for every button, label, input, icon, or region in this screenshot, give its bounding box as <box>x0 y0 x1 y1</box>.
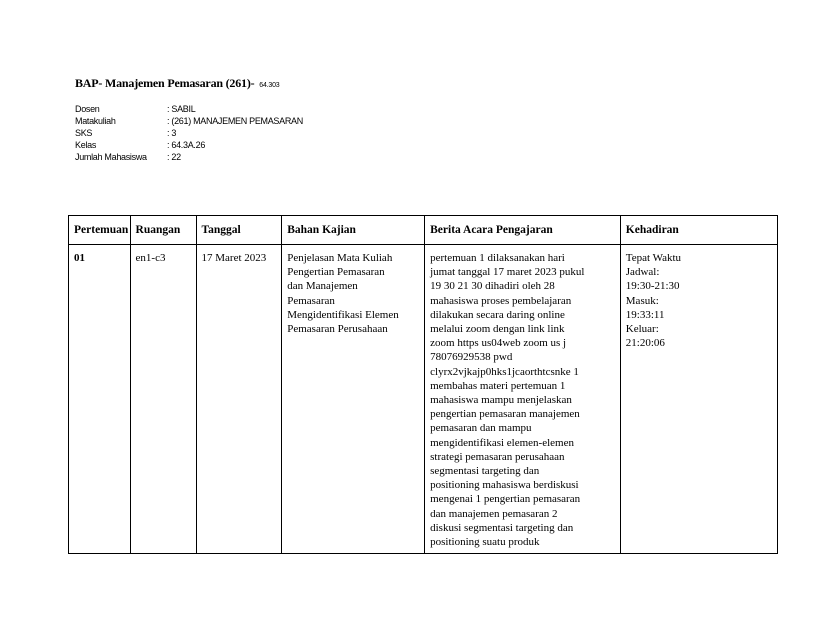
cell-ruangan: en1-c3 <box>130 245 196 554</box>
class-code: 64.303 <box>259 82 280 89</box>
text-line: 19:33:11 <box>625 308 665 321</box>
text-line: mahasiswa mampu menjelaskan <box>430 394 572 407</box>
text-line: membahas materi pertemuan 1 <box>430 379 566 392</box>
table-row <box>69 245 778 554</box>
text-line: Mengidentifikasi Elemen <box>287 308 399 321</box>
header-tanggal: Tanggal <box>196 216 282 245</box>
text-line: Pemasaran Perusahaan <box>287 323 388 336</box>
info-label: Jumlah Mahasiswa <box>75 152 147 162</box>
info-label: SKS <box>75 128 93 138</box>
info-label: Matakuliah <box>75 116 116 126</box>
header-bahan-kajian: Bahan Kajian <box>282 216 425 245</box>
cell-kehadiran <box>620 245 777 554</box>
text-line: Keluar: <box>625 323 659 336</box>
text-line: dilakukan secara daring online <box>430 308 565 321</box>
text-line: clyrx2vjkajp0hks1jcaorthtcsnke 1 <box>430 365 579 378</box>
text-line: 19 30 21 30 dihadiri oleh 28 <box>430 280 555 293</box>
text-line: 21:20:06 <box>625 337 665 350</box>
header-ruangan: Ruangan <box>130 216 196 245</box>
info-value: : 22 <box>167 152 181 162</box>
info-value: : 64.3A.26 <box>167 140 206 150</box>
text-line: Pengertian Pemasaran <box>287 266 385 279</box>
text-line: dan manajemen pemasaran 2 <box>430 507 558 520</box>
info-label: Kelas <box>75 140 97 150</box>
text-line: mengidentifikasi elemen-elemen <box>430 436 574 449</box>
cell-berita-acara <box>425 245 621 554</box>
header-kehadiran: Kehadiran <box>620 216 777 245</box>
text-line: jumat tanggal 17 maret 2023 pukul <box>430 266 585 279</box>
text-line: 19:30-21:30 <box>625 280 680 293</box>
cell-tanggal: 17 Maret 2023 <box>196 245 282 554</box>
table-header-row <box>69 216 778 245</box>
info-row-sks <box>75 127 303 139</box>
info-value: : SABIL <box>167 104 196 114</box>
info-row-dosen <box>75 103 303 115</box>
text-line: dan Manajemen <box>287 280 358 293</box>
info-row-kelas <box>75 139 303 151</box>
text-line: Penjelasan Mata Kuliah <box>287 252 393 264</box>
text-line: segmentasi targeting dan <box>430 465 540 478</box>
text-line: melalui zoom dengan link link <box>430 323 565 336</box>
text-line: positioning suatu produk <box>430 536 540 549</box>
text-line: Masuk: <box>625 294 659 307</box>
course-info <box>75 103 303 163</box>
header-berita-acara: Berita Acara Pengajaran <box>425 216 621 245</box>
info-row-matakuliah <box>75 115 303 127</box>
text-line: pengertian pemasaran manajemen <box>430 408 580 421</box>
text-line: Jadwal: <box>625 266 660 279</box>
info-value: : (261) MANAJEMEN PEMASARAN <box>167 116 303 126</box>
info-label: Dosen <box>75 104 100 114</box>
cell-bahan-kajian <box>282 245 425 554</box>
info-value: : 3 <box>167 128 177 138</box>
title-text: BAP- Manajemen Pemasaran (261)- <box>75 76 255 90</box>
text-line: 78076929538 pwd <box>430 351 513 364</box>
text-line: positioning mahasiswa berdiskusi <box>430 479 579 492</box>
text-line: pertemuan 1 dilaksanakan hari <box>430 252 565 264</box>
text-line: Pemasaran <box>287 294 335 307</box>
text-line: pemasaran dan mampu <box>430 422 532 435</box>
header-pertemuan: Pertemuan <box>69 216 131 245</box>
text-line: strategi pemasaran perusahaan <box>430 450 565 463</box>
text-line: mahasiswa proses pembelajaran <box>430 294 572 307</box>
page-title <box>75 76 279 91</box>
text-line: diskusi segmentasi targeting dan <box>430 521 574 534</box>
text-line: Tepat Waktu <box>625 252 682 264</box>
info-row-jumlah-mahasiswa <box>75 151 303 163</box>
cell-pertemuan: 01 <box>69 245 131 554</box>
text-line: mengenai 1 pengertian pemasaran <box>430 493 581 506</box>
text-line: zoom https us04web zoom us j <box>430 337 567 350</box>
attendance-table <box>68 215 778 554</box>
